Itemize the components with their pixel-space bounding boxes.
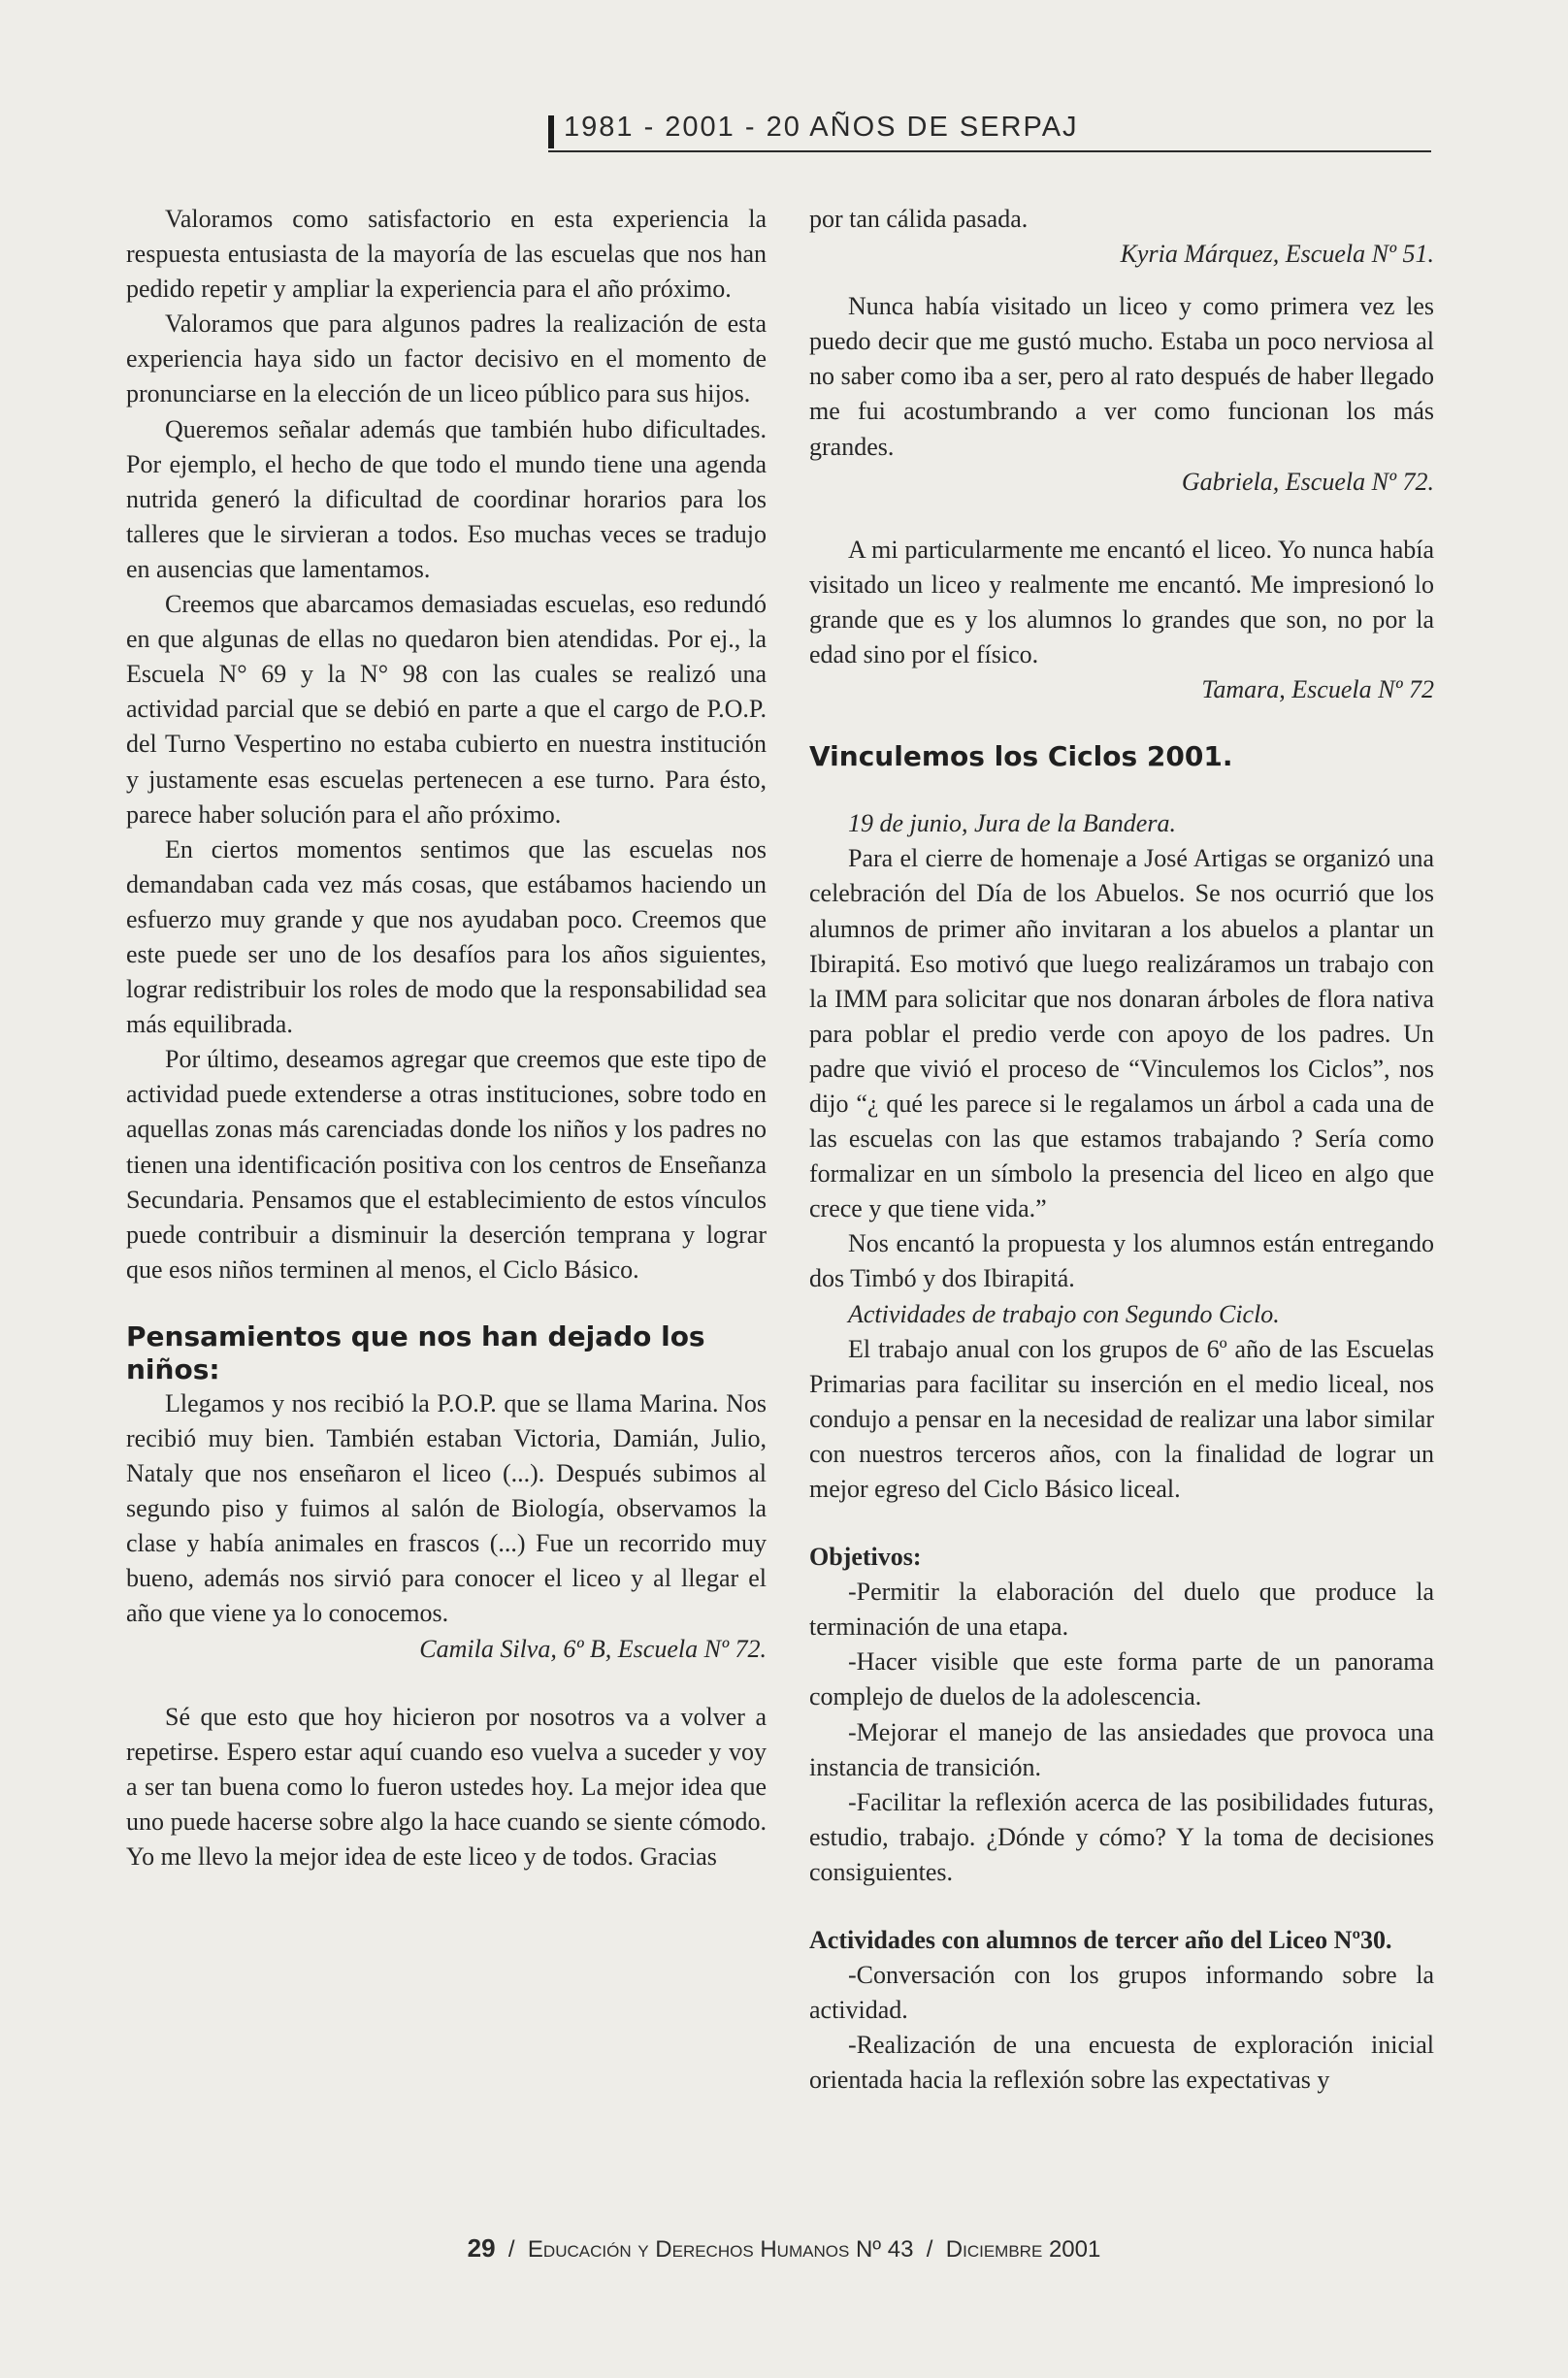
paragraph: El trabajo anual con los grupos de 6º año de las Escuelas Primarias para facilitar su inserción en el medio liceal, nos condujo a pensar en la necesidad de realizar una labor similar con nuestros terceros años, con la finalidad de lograr un mejor egreso del Ciclo Básico liceal. — [809, 1334, 1434, 1503]
paragraph: Queremos señalar además que también hubo dificultades. Por ejemplo, el hecho de que todo el mundo tiene una agenda nutrida generó la dificultad de coordinar horarios para los talleres que le sirvieran a todos. Eso muchas veces se tradujo en ausencias que lamentamos. — [126, 414, 767, 583]
header-title: 1981 - 2001 - 20 AÑOS DE SERPAJ — [564, 112, 1079, 143]
objectives-heading: Objetivos: — [809, 1543, 922, 1572]
objective-item: -Permitir la elaboración del duelo que produce la terminación de una etapa. — [809, 1578, 1434, 1642]
paragraph: Creemos que abarcamos demasiadas escuelas, eso redundó en que algunas de ellas no quedaron bien atendidas. Por ej., la Escuela N° 69 y la N° 98 con las cuales se realizó una actividad parcial que se debió en parte a que el cargo de P.O.P. del Turno Vespertino no estaba cubierto en nuestra institución y justamente esas escuelas pertenecen a ese turno. Para ésto, parece haber solución para el año próximo. — [126, 590, 767, 829]
section-heading: Pensamientos que nos han dejado los niños: — [126, 1319, 705, 1385]
subheading: Actividades de trabajo con Segundo Ciclo. — [848, 1299, 1280, 1328]
paragraph: Sé que esto que hoy hicieron por nosotros va a volver a repetirse. Espero estar aquí cuando eso vuelva a suceder y voy a ser tan buena como lo fueron ustedes hoy. La mejor idea que uno puede hacerse sobre algo la hace cuando se siente cómodo. Yo me llevo la mejor idea de este liceo y de todos. Gracias — [126, 1702, 767, 1872]
footer-separator: / — [507, 2236, 515, 2263]
page-number: 29 — [467, 2233, 496, 2263]
paragraph: Para el cierre de homenaje a José Artigas se organizó una celebración del Día de los Abuelos. Se nos ocurrió que los alumnos de primer año invitaran a los abuelos a plantar un Ibirapitá. Eso motivó que luego realizáramos un trabajo con la IMM para solicitar que nos donaran árboles de flora nativa para poblar el predio verde con apoyo de los padres. Un padre que vivió el proceso de “Vinculemos los Ciclos”, nos dijo “¿ qué les parece si le regalamos un árbol a cada una de las escuelas con las que estamos trabajando ? Sería como formalizar en un símbolo la presencia del liceo en algo que crece y que tiene vida.” — [809, 844, 1434, 1223]
activities-heading: Actividades con alumnos de tercer año del Liceo Nº30. — [809, 1926, 1392, 1955]
left-column — [126, 202, 767, 1874]
date-line: 19 de junio, Jura de la Bandera. — [848, 809, 1176, 838]
objective-item: -Mejorar el manejo de las ansiedades que provoca una instancia de transición. — [809, 1717, 1434, 1781]
section-heading: Vinculemos los Ciclos 2001. — [809, 740, 1233, 773]
publication-name: Educación y Derechos Humanos Nº 43 — [527, 2236, 914, 2263]
paragraph: Valoramos que para algunos padres la realización de esta experiencia haya sido un factor decisivo en el momento de pronunciarse en la elección de un liceo público para sus hijos. — [126, 309, 767, 408]
paragraph: Por último, deseamos agregar que creemos que este tipo de actividad puede extenderse a otras instituciones, sobre todo en aquellas zonas más carenciadas donde los niños y los padres no tienen una identificación positiva con los centros de Enseñanza Secundaria. Pensamos que el establecimiento de estos vínculos puede contribuir a disminuir la deserción temprana y lograr que esos niños terminen al menos, el Ciclo Básico. — [126, 1045, 767, 1284]
signature: Camila Silva, 6º B, Escuela Nº 72. — [419, 1634, 767, 1663]
objective-item: -Facilitar la reflexión acerca de las posibilidades futuras, estudio, trabajo. ¿Dónde y cómo? Y la toma de decisiones consiguientes. — [809, 1787, 1434, 1886]
activity-item: -Conversación con los grupos informando sobre la actividad. — [809, 1961, 1434, 2025]
paragraph: Nunca había visitado un liceo y como primera vez les puedo decir que me gustó mucho. Estaba un poco nerviosa al no saber como iba a ser, pero al rato después de haber llegado me fui acostumbrando a ver como funcionan los más grandes. — [809, 292, 1434, 461]
signature: Kyria Márquez, Escuela Nº 51. — [1120, 240, 1434, 269]
signature: Tamara, Escuela Nº 72 — [1201, 675, 1434, 704]
paragraph: Llegamos y nos recibió la P.O.P. que se llama Marina. Nos recibió muy bien. También estaban Victoria, Damián, Julio, Nataly que nos enseñaron el liceo (...). Después subimos al segundo piso y fuimos al salón de Biología, observamos la clase y había animales en frascos (...) Fue un recorrido muy bueno, además nos sirvió para conocer el liceo y al llegar el año que viene ya lo conocemos. — [126, 1388, 767, 1628]
paragraph: En ciertos momentos sentimos que las escuelas nos demandaban cada vez más cosas, que estábamos haciendo un esfuerzo muy grande y que nos ayudaban poco. Creemos que este puede ser uno de los desafíos para los años siguientes, lograr redistribuir los roles de modo que la responsabilidad sea más equilibrada. — [126, 834, 767, 1039]
running-header — [548, 112, 1431, 152]
objective-item: -Hacer visible que este forma parte de un panorama complejo de duelos de la adolescencia. — [809, 1647, 1434, 1711]
activity-item: -Realización de una encuesta de exploración inicial orientada hacia la reflexión sobre las expectativas y — [809, 2031, 1434, 2095]
signature: Gabriela, Escuela Nº 72. — [1181, 467, 1434, 496]
footer-separator: / — [926, 2236, 933, 2263]
paragraph: Valoramos como satisfactorio en esta experiencia la respuesta entusiasta de la mayoría de las escuelas que nos han pedido repetir y ampliar la experiencia para el año próximo. — [126, 205, 767, 304]
paragraph: por tan cálida pasada. — [809, 205, 1029, 233]
right-column — [809, 202, 1434, 2099]
publication-date: Diciembre 2001 — [945, 2236, 1101, 2263]
page-footer — [0, 2233, 1568, 2264]
paragraph: Nos encantó la propuesta y los alumnos están entregando dos Timbó y dos Ibirapitá. — [809, 1229, 1434, 1293]
header-bar — [548, 115, 554, 148]
paragraph: A mi particularmente me encantó el liceo. Yo nunca había visitado un liceo y realmente me encantó. Me impresionó lo grande que es y los alumnos lo grandes que son, no por la edad sino por el físico. — [809, 535, 1434, 669]
